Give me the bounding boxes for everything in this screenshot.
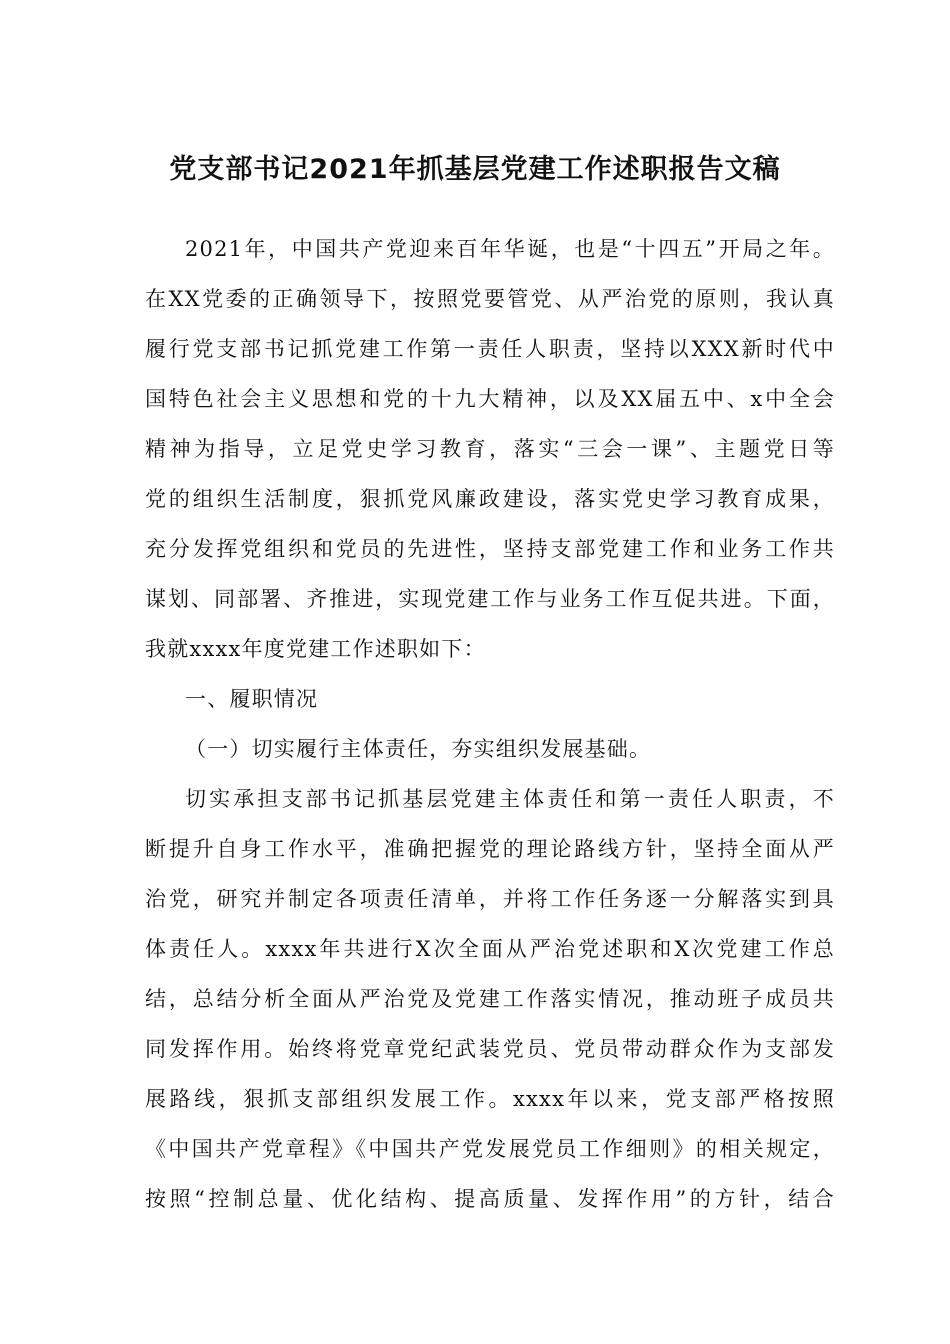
text-line: 2021年，中国共产党迎来百年华诞，也是“十四五”开局之年。 bbox=[185, 237, 835, 261]
text-line: 充分发挥党组织和党员的先进性，坚持支部党建工作和业务工作共 bbox=[145, 537, 835, 561]
subsection-heading: （一）切实履行主体责任，夯实组织发展基础。 bbox=[185, 737, 652, 761]
text-line: 切实承担支部书记抓基层党建主体责任和第一责任人职责，不 bbox=[185, 787, 835, 811]
document-body bbox=[145, 224, 835, 1224]
text-line: 在XX党委的正确领导下，按照党要管党、从严治党的原则，我认真 bbox=[145, 287, 835, 311]
paragraph-intro bbox=[145, 224, 835, 674]
paragraph-duties bbox=[145, 774, 835, 1224]
text-line: 党的组织生活制度，狠抓党风廉政建设，落实党史学习教育成果， bbox=[145, 487, 835, 511]
text-line: 我就xxxx年度党建工作述职如下： bbox=[145, 637, 486, 661]
text-line: 断提升自身工作水平，准确把握党的理论路线方针，坚持全面从严 bbox=[145, 837, 835, 861]
text-line: 同发挥作用。始终将党章党纪武装党员、党员带动群众作为支部发 bbox=[145, 1037, 835, 1061]
text-line: 结，总结分析全面从严治党及党建工作落实情况，推动班子成员共 bbox=[145, 987, 835, 1011]
document-title: 党支部书记2021年抓基层党建工作述职报告文稿 bbox=[169, 154, 781, 185]
section-heading: 一、履职情况 bbox=[185, 687, 319, 711]
text-line: 《中国共产党章程》《中国共产党发展党员工作细则》的相关规定， bbox=[145, 1137, 835, 1161]
text-line: 谋划、同部署、齐推进，实现党建工作与业务工作互促共进。下面， bbox=[145, 587, 835, 611]
text-line: 履行党支部书记抓党建工作第一责任人职责，坚持以XXX新时代中 bbox=[145, 337, 835, 361]
text-line: 精神为指导，立足党史学习教育，落实“三会一课”、主题党日等 bbox=[145, 437, 835, 461]
text-line: 展路线，狠抓支部组织发展工作。xxxx年以来，党支部严格按照 bbox=[145, 1087, 835, 1111]
text-line: 按照“控制总量、优化结构、提高质量、发挥作用”的方针，结合 bbox=[145, 1187, 835, 1211]
text-line: 治党，研究并制定各项责任清单，并将工作任务逐一分解落实到具 bbox=[145, 887, 835, 911]
text-line: 国特色社会主义思想和党的十九大精神，以及XX届五中、x中全会 bbox=[145, 387, 835, 411]
text-line: 体责任人。xxxx年共进行X次全面从严治党述职和X次党建工作总 bbox=[145, 937, 835, 961]
